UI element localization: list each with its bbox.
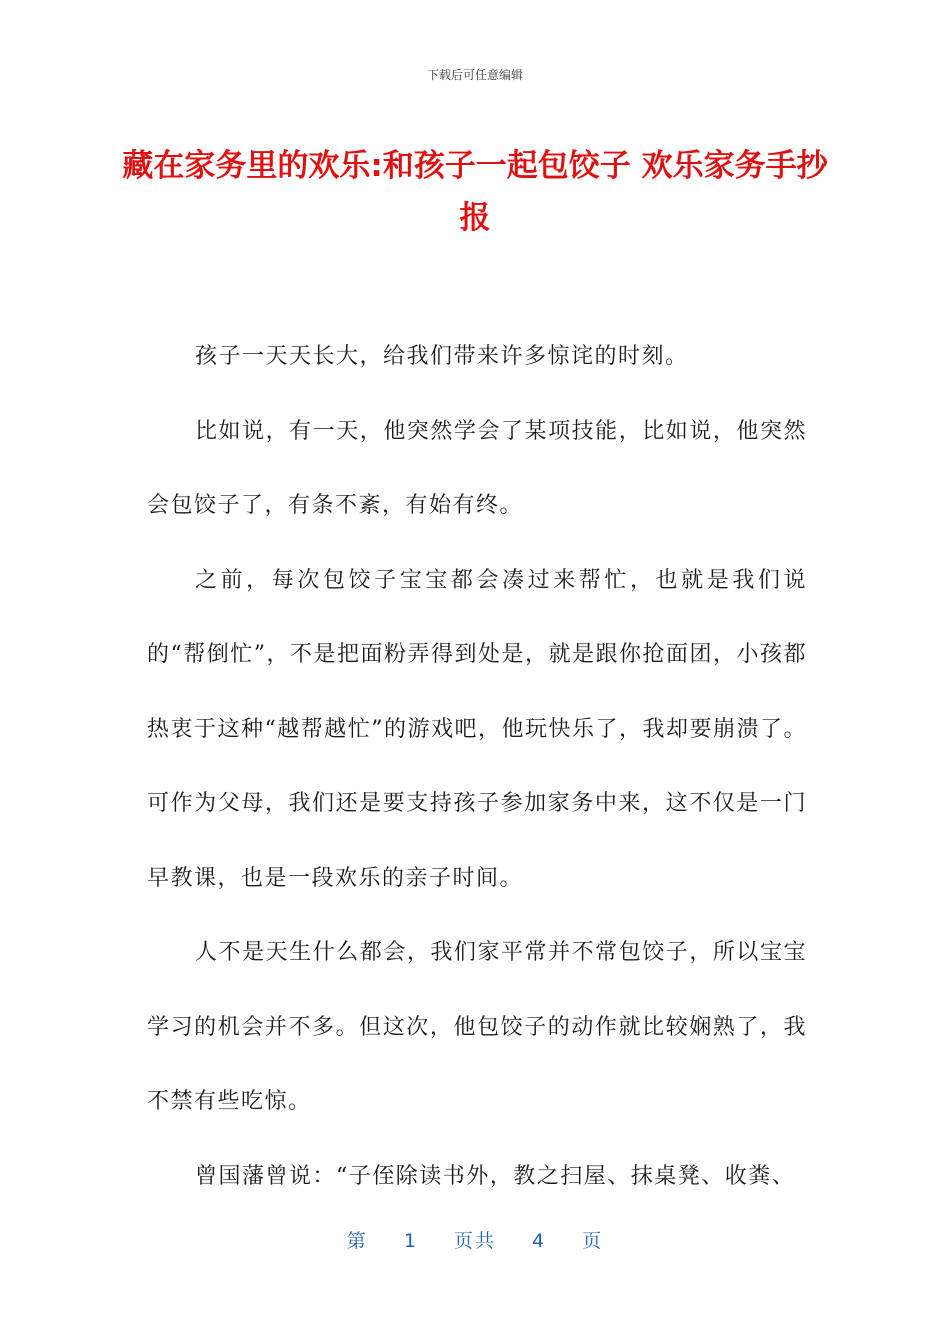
- footer-middle: 页共: [453, 1230, 496, 1252]
- header-note: 下载后可任意编辑: [426, 68, 523, 82]
- paragraph: 孩子一天天长大，给我们带来许多惊诧的时刻。: [195, 344, 689, 369]
- page-title: 藏在家务里的欢乐:和孩子一起包饺子 欢乐家务手抄报: [122, 148, 828, 236]
- footer-prefix: 第: [346, 1230, 368, 1252]
- paragraph: 曾国藩曾说：“子侄除读书外，教之扫屋、抹桌凳、收粪、: [195, 1163, 796, 1189]
- page-footer: [0, 1226, 950, 1253]
- current-page-number: 1: [403, 1230, 418, 1252]
- total-pages-number: 4: [532, 1230, 547, 1252]
- paragraph: 人不是天生什么都会，我们家平常并不常包饺子，所以宝宝学习的机会并不多。但这次，他包饺子的动作就比较娴熟了，我不禁有些吃惊。: [147, 940, 807, 1114]
- footer-suffix: 页: [582, 1230, 604, 1252]
- paragraph: 之前，每次包饺子宝宝都会凑过来帮忙，也就是我们说的“帮倒忙”，不是把面粉弄得到处是，就是跟你抢面团，小孩都热衷于这种“越帮越忙”的游戏吧，他玩快乐了，我却要崩溃了。可作为父母，我们还是要支持孩子参加家务中来，这不仅是一门早教课，也是一段欢乐的亲子时间。: [147, 567, 807, 891]
- article-body: [147, 320, 807, 1214]
- paragraph: 比如说，有一天，他突然学会了某项技能，比如说，他突然会包饺子了，有条不紊，有始有终。: [147, 418, 807, 518]
